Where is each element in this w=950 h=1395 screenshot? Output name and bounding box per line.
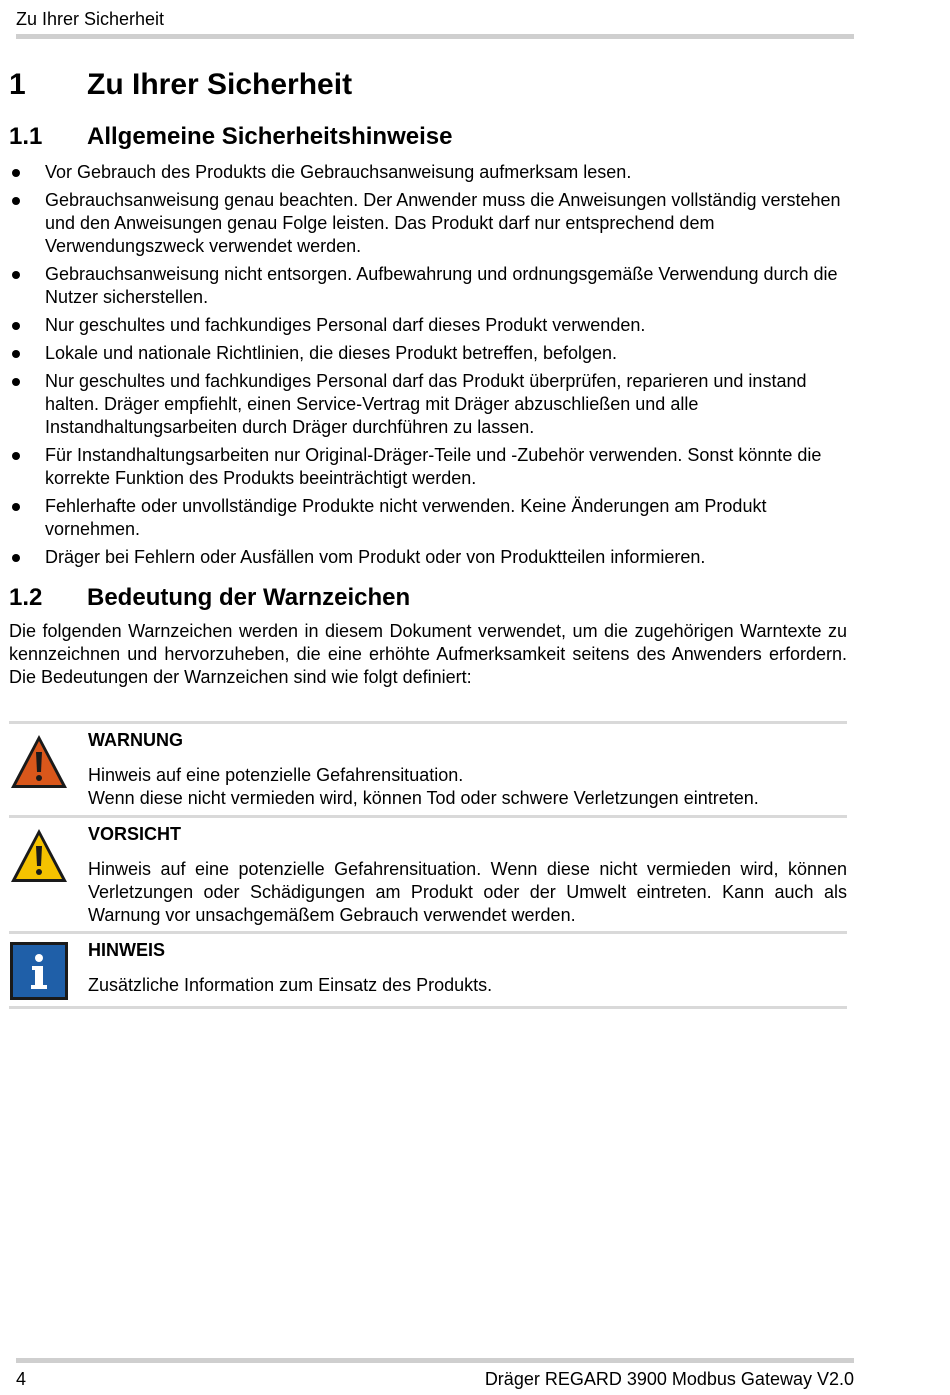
- notice-text: Hinweis auf eine potenzielle Gefahrensituation. Wenn diese nicht vermieden wird, können Verletzungen oder Schädigungen am Produkt oder der Umwelt eintreten. Kann auch als Warnung vor unsachgemäßem Gebrauch verwendet werden.: [88, 859, 847, 925]
- list-item: [9, 161, 847, 184]
- page-header-title: Zu Ihrer Sicherheit: [16, 9, 165, 29]
- warning-notice: [9, 721, 847, 815]
- chapter-title: Zu Ihrer Sicherheit: [87, 68, 353, 101]
- bullet-icon: [12, 554, 20, 562]
- chapter-number: 1: [9, 68, 26, 101]
- footer-rule: [16, 1358, 854, 1363]
- footer-product-name: Dräger REGARD 3900 Modbus Gateway V2.0: [484, 1369, 854, 1389]
- caution-triangle-yellow-icon: [9, 826, 69, 886]
- bullet-icon: [12, 271, 20, 279]
- section-intro-paragraph: Die folgenden Warnzeichen werden in diesem Dokument verwendet, um die zugehörigen Warntexte zu kennzeichnen und hervorzuheben, die eine erhöhte Aufmerksamkeit seitens des Anwenders erfordern. Die Bedeutungen der Warnzeichen sind wie folgt definiert:: [9, 621, 847, 687]
- list-item: [9, 370, 847, 439]
- section-heading-1-2: [9, 584, 410, 612]
- list-item: [9, 189, 847, 258]
- list-item: [9, 546, 847, 569]
- warning-signs-table: [9, 721, 847, 1009]
- list-item-text: Vor Gebrauch des Produkts die Gebrauchsanweisung aufmerksam lesen.: [45, 162, 632, 182]
- safety-bullet-list: [9, 161, 847, 574]
- list-item-text: Gebrauchsanweisung genau beachten. Der Anwender muss die Anweisungen vollständig verstehen und den Anweisungen genau Folge leisten. Das Produkt darf nur entsprechend dem Verwendungszweck verwendet werden.: [45, 190, 841, 256]
- list-item-text: Gebrauchsanweisung nicht entsorgen. Aufbewahrung und ordnungsgemäße Verwendung durch die Nutzer sicherstellen.: [45, 264, 838, 307]
- list-item: [9, 263, 847, 309]
- list-item: [9, 314, 847, 337]
- bullet-icon: [12, 169, 20, 177]
- list-item: [9, 342, 847, 365]
- info-notice: [9, 931, 847, 1009]
- notice-label: VORSICHT: [88, 824, 182, 844]
- list-item: [9, 495, 847, 541]
- header-rule: [16, 34, 854, 39]
- chapter-heading: [9, 68, 352, 102]
- bullet-icon: [12, 322, 20, 330]
- section-title: Bedeutung der Warnzeichen: [87, 584, 411, 611]
- bullet-icon: [12, 503, 20, 511]
- list-item-text: Fehlerhafte oder unvollständige Produkte nicht verwenden. Keine Änderungen am Produkt vornehmen.: [45, 496, 767, 539]
- bullet-icon: [12, 197, 20, 205]
- list-item: [9, 444, 847, 490]
- section-number: 1.1: [9, 123, 43, 150]
- notice-label: WARNUNG: [88, 730, 183, 750]
- footer-page-number: 4: [16, 1369, 27, 1389]
- notice-label: HINWEIS: [88, 940, 166, 960]
- notice-text: Hinweis auf eine potenzielle Gefahrensituation. Wenn diese nicht vermieden wird, können Tod oder schwere Verletzungen eintreten.: [88, 765, 759, 808]
- list-item-text: Für Instandhaltungsarbeiten nur Original-Dräger-Teile und -Zubehör verwenden. Sonst könnte die korrekte Funktion des Produkts beeinträchtigt werden.: [45, 445, 822, 488]
- list-item-text: Lokale und nationale Richtlinien, die dieses Produkt betreffen, befolgen.: [45, 343, 618, 363]
- section-number: 1.2: [9, 584, 43, 611]
- list-item-text: Nur geschultes und fachkundiges Personal darf das Produkt überprüfen, reparieren und instand halten. Dräger empfiehlt, einen Service-Vertrag mit Dräger abzuschließen und alle Instandhaltungsarbeiten durch Dräger durchführen zu lassen.: [45, 371, 807, 437]
- warning-triangle-orange-icon: [9, 732, 69, 792]
- section-heading-1-1: [9, 123, 452, 151]
- bullet-icon: [12, 452, 20, 460]
- notice-text: Zusätzliche Information zum Einsatz des Produkts.: [88, 975, 493, 995]
- caution-notice: [9, 815, 847, 931]
- info-icon: [9, 941, 69, 1001]
- list-item-text: Dräger bei Fehlern oder Ausfällen vom Produkt oder von Produktteilen informieren.: [45, 547, 706, 567]
- bullet-icon: [12, 350, 20, 358]
- bullet-icon: [12, 378, 20, 386]
- section-title: Allgemeine Sicherheitshinweise: [87, 123, 453, 150]
- list-item-text: Nur geschultes und fachkundiges Personal darf dieses Produkt verwenden.: [45, 315, 646, 335]
